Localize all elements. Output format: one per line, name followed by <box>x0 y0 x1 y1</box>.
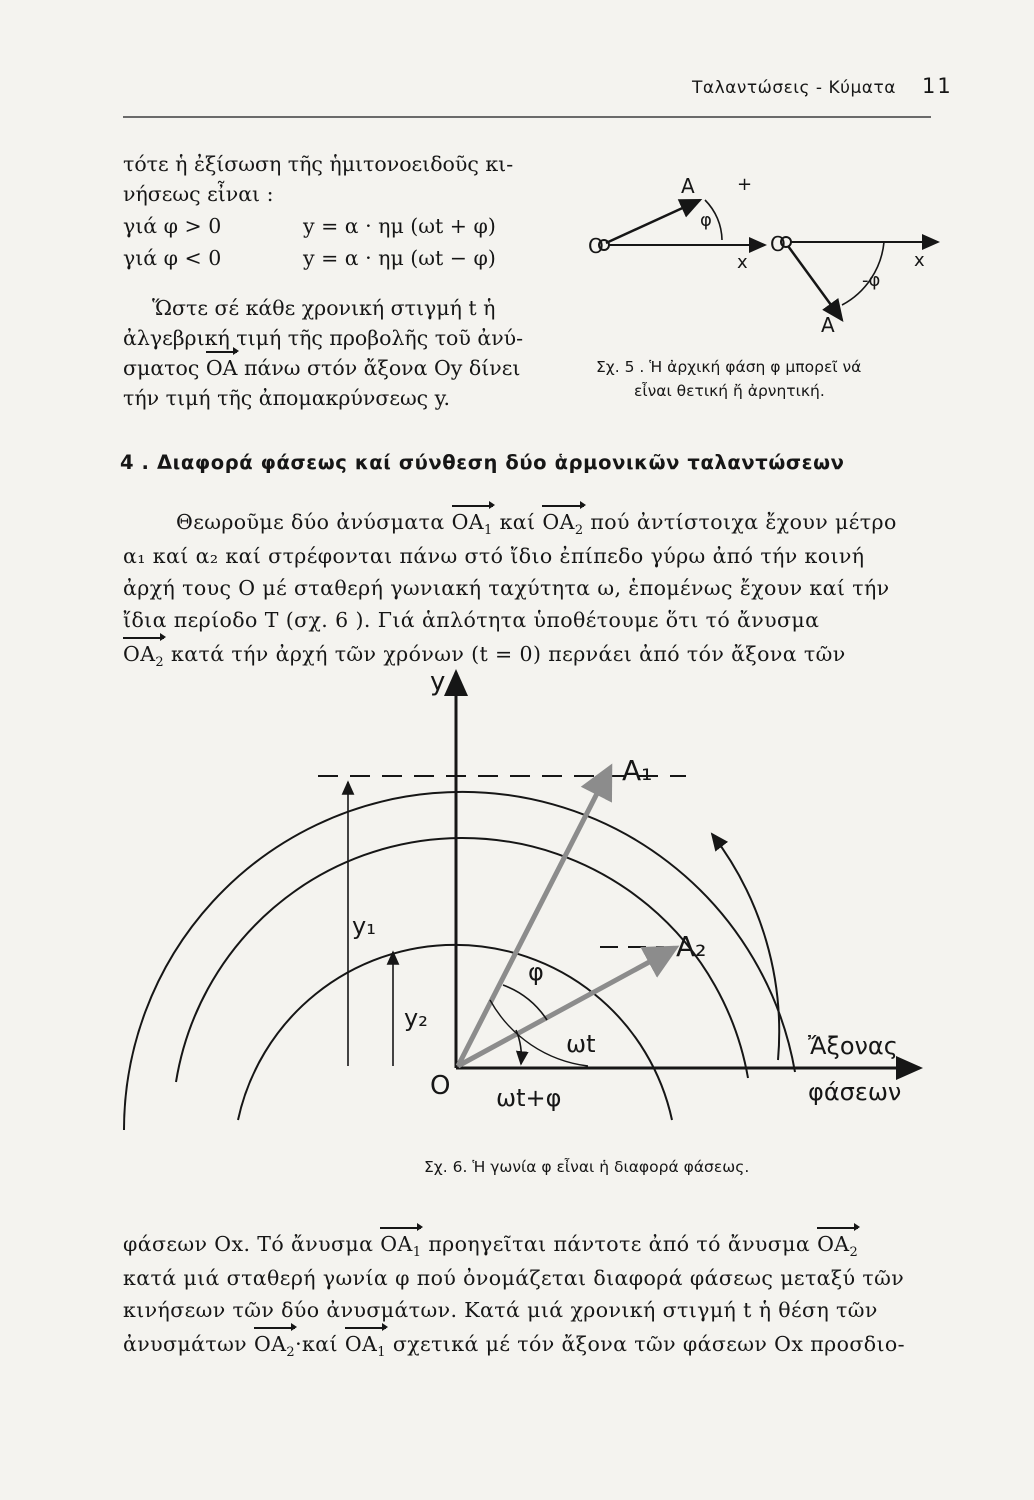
intro-line-6: τήν τιμή τῆς ἀπομακρύνσεως y. <box>123 386 451 410</box>
fig5-label-minus-phi: -φ <box>862 270 881 291</box>
vector-OA1: $OA_1$ <box>345 1330 386 1367</box>
fig6-vector-OA1 <box>458 768 610 1066</box>
fig5-label-plus: + <box>737 174 753 195</box>
para1-line-3: ἀρχή τους O μέ σταθερή γωνιακή ταχύτητα ω, ἑπομένως ἔχουν καί τήν <box>123 576 890 600</box>
para1-line-1: Θεωροῦμε δύο ἀνύσματα $OA_1$ καί $OA_2$ πού ἀντίστοιχα ἔχουν μέτρο <box>176 508 897 545</box>
intro-line-5: σματος OA πάνω στόν ἄξονα Oy δίνει <box>123 356 521 380</box>
fig6-label-wt: ωt <box>566 1030 596 1058</box>
eq2-condition: γιά φ < 0 <box>123 246 222 270</box>
para2-line-2: κατά μιά σταθερή γωνία φ πού ὀνομάζεται διαφορά φάσεως μεταξύ τῶν <box>123 1266 905 1290</box>
fig5-label-x-left: x <box>737 252 748 273</box>
fig5-label-A-right: A <box>821 313 835 337</box>
equation-1: y = α · ημ (ωt + φ) <box>303 214 496 238</box>
section-title: Διαφορά φάσεως καί σύνθεση δύο ἁρμονικῶν ταλαντώσεων <box>156 451 845 474</box>
para1-line-4: ἴδια περίοδο T (σχ. 6 ). Γιά ἁπλότητα ὑποθέτουμε ὅτι τό ἄνυσμα <box>123 608 820 632</box>
vector-OA2: $OA_2$ <box>123 640 164 677</box>
fig6-label-wt-phi: ωt+φ <box>496 1084 562 1112</box>
fig5-vector-left <box>606 200 700 243</box>
intro-line-3: Ὥστε σέ κάθε χρονική στιγμή t ἡ <box>152 296 496 320</box>
para2-line-3: κινήσεων τῶν δύο ἀνυσμάτων. Κατά μιά χρονική στιγμή t ἡ θέση τῶν <box>123 1298 878 1322</box>
vector-OA2: $OA_2$ <box>817 1230 858 1267</box>
eq1-condition: γιά φ > 0 <box>123 214 222 238</box>
page-number: 11 <box>922 74 953 98</box>
fig5-label-O-left: O <box>588 234 604 258</box>
vector-OA2: $OA_2$ <box>542 508 583 545</box>
fig5-label-phi: φ <box>700 210 712 231</box>
fig6-caption: Σχ. 6. Ἡ γωνία φ εἶναι ἡ διαφορά φάσεως. <box>424 1158 750 1176</box>
fig5-label-A-left: A <box>681 174 695 198</box>
vector-OA: OA <box>205 356 238 380</box>
fig6-label-O: O <box>430 1071 451 1101</box>
fig6-middle-circle <box>176 838 748 1082</box>
vector-OA1: $OA_1$ <box>380 1230 421 1267</box>
fig6-label-y2: y₂ <box>404 1004 428 1032</box>
fig5-caption-line-1: Σχ. 5 . Ἡ ἀρχική φάση φ μπορεῖ νά <box>596 358 862 376</box>
fig6-label-phi: φ <box>528 958 544 986</box>
para1-line-2: α₁ καί α₂ καί στρέφονται πάνω στό ἴδιο ἐπίπεδο γύρω ἀπό τήν κοινή <box>123 544 865 568</box>
fig6-label-A2: A₂ <box>676 930 707 963</box>
intro-line-1: τότε ἡ ἐξίσωση τῆς ἡμιτονοειδοῦς κι- <box>123 152 514 176</box>
para2-line-4: ἀνυσμάτων $OA_2\cdot\kappa\alpha ί$ $OA_1$ σχετικά μέ τόν ἄξονα τῶν φάσεων Ox προσδιο- <box>123 1330 905 1367</box>
fig6-axis-label-line-1: Ἄξονας <box>808 1032 898 1060</box>
running-title: Ταλαντώσεις - Κύματα <box>692 78 896 98</box>
vector-OA1: $OA_1$ <box>452 508 493 545</box>
fig6-label-y: y <box>430 667 446 697</box>
fig6-label-y1: y₁ <box>352 912 376 940</box>
para2-line-1: φάσεων Ox. Τό ἄνυσμα $OA_1$ προηγεῖται πάντοτε ἀπό τό ἄνυσμα $OA_2$ <box>123 1230 858 1267</box>
equation-2: y = α · ημ (ωt − φ) <box>303 246 496 270</box>
fig5-vector-right <box>788 246 842 320</box>
fig6-label-A1: A₁ <box>622 754 653 787</box>
section-number: 4 . <box>120 451 150 474</box>
fig5-label-x-right: x <box>914 250 925 271</box>
intro-line-4: ἀλγεβρική τιμή τῆς προβολῆς τοῦ ἀνύ- <box>123 326 524 350</box>
figure-5 <box>588 174 938 337</box>
intro-line-2: νήσεως εἶναι : <box>123 182 274 206</box>
fig5-caption-line-2: εἶναι θετική ἤ ἀρνητική. <box>634 382 825 400</box>
fig6-axis-label-line-2: φάσεων <box>808 1078 902 1106</box>
vector-OA2: $OA_2$ <box>254 1330 295 1367</box>
fig6-phi-arc <box>503 985 547 1020</box>
figure-6 <box>124 667 920 1130</box>
fig5-label-O-right: O <box>770 232 786 256</box>
para1-line-5: $OA_2$ κατά τήν ἀρχή τῶν χρόνων (t = 0) περνάει ἀπό τόν ἄξονα τῶν <box>123 640 846 677</box>
